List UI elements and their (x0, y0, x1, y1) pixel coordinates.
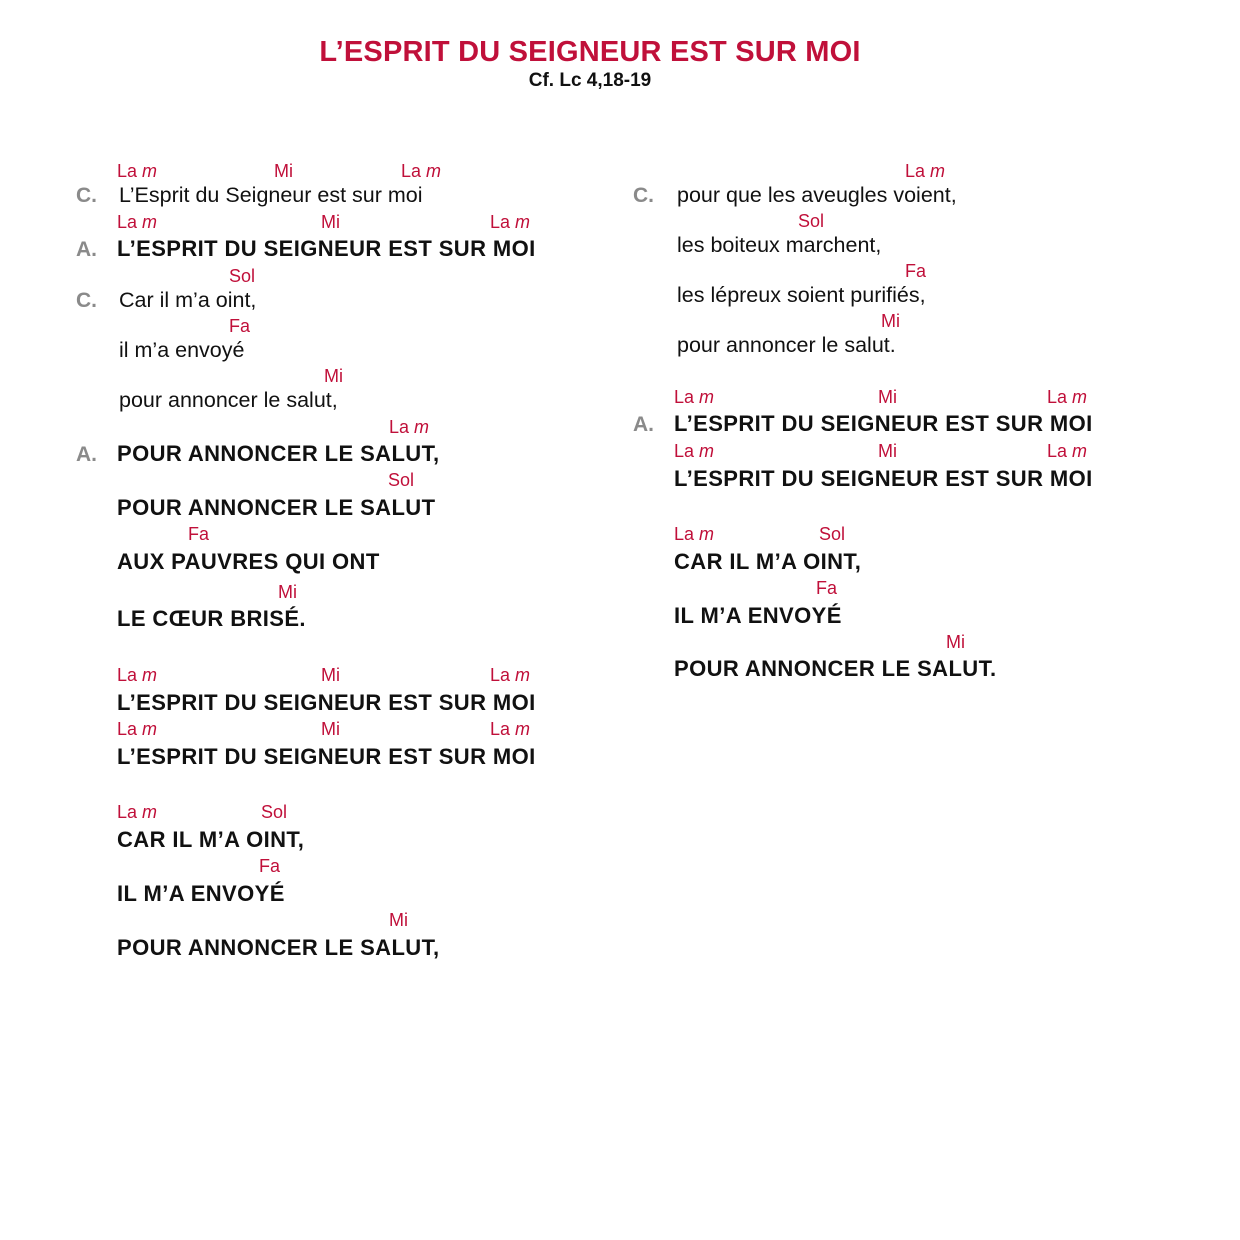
lyric-line: POUR ANNONCER LE SALUT (117, 495, 436, 520)
chord-fa: Fa (229, 316, 251, 336)
chord-la-minor: La m (1047, 387, 1088, 407)
lyric-line: Car il m’a oint, (119, 288, 257, 312)
lyric-line: L’ESPRIT DU SEIGNEUR EST SUR MOI (674, 466, 1093, 491)
lyric-line: L’ESPRIT DU SEIGNEUR EST SUR MOI (674, 411, 1093, 436)
lyric-line: AUX PAUVRES QUI ONT (117, 549, 380, 574)
chord-mi: Mi (321, 665, 340, 685)
chord-fa: Fa (188, 524, 210, 544)
chord-mi: Mi (881, 311, 900, 331)
lyric-line: L’ESPRIT DU SEIGNEUR EST SUR MOI (117, 690, 536, 715)
lyric-line: L’Esprit du Seigneur est sur moi (119, 183, 423, 207)
chord-la-minor: La m (674, 441, 715, 461)
chord-fa: Fa (905, 261, 927, 281)
chord-la-minor: La m (674, 524, 715, 544)
lyric-line: les lépreux soient purifiés, (677, 283, 926, 307)
lyric-line: IL M’A ENVOYÉ (117, 881, 285, 906)
lyric-line: POUR ANNONCER LE SALUT, (117, 441, 440, 466)
lyric-line: les boiteux marchent, (677, 233, 882, 257)
lyric-line: POUR ANNONCER LE SALUT, (117, 935, 440, 960)
chord-la-minor: La m (401, 161, 442, 181)
chord-sol: Sol (819, 524, 846, 544)
chord-sol: Sol (798, 211, 825, 231)
song-title: L’ESPRIT DU SEIGNEUR EST SUR MOI (319, 36, 861, 68)
assembly-label: A. (76, 443, 97, 466)
lyric-line: pour annoncer le salut, (119, 388, 338, 412)
chord-fa: Fa (259, 856, 281, 876)
cantor-label: C. (633, 184, 654, 207)
chord-la-minor: La m (117, 665, 158, 685)
chord-la-minor: La m (117, 802, 158, 822)
chord-mi: Mi (278, 582, 297, 602)
chord-la-minor: La m (490, 665, 531, 685)
chord-sol: Sol (388, 470, 415, 490)
lyric-line: il m’a envoyé (119, 338, 245, 362)
chord-mi: Mi (321, 719, 340, 739)
chord-la-minor: La m (490, 719, 531, 739)
chord-sol: Sol (261, 802, 288, 822)
assembly-label: A. (76, 238, 97, 261)
chord-mi: Mi (274, 161, 293, 181)
chord-la-minor: La m (490, 212, 531, 232)
lyric-line: L’ESPRIT DU SEIGNEUR EST SUR MOI (117, 744, 536, 769)
lyric-line: L’ESPRIT DU SEIGNEUR EST SUR MOI (117, 236, 536, 261)
chord-la-minor: La m (905, 161, 946, 181)
lyric-line: POUR ANNONCER LE SALUT. (674, 656, 997, 681)
chord-sol: Sol (229, 266, 256, 286)
chord-mi: Mi (324, 366, 343, 386)
cantor-label: C. (76, 184, 97, 207)
chord-la-minor: La m (117, 212, 158, 232)
lyric-line: CAR IL M’A OINT, (674, 549, 862, 574)
lyric-line: pour annoncer le salut. (677, 333, 896, 357)
chord-mi: Mi (321, 212, 340, 232)
scripture-reference: Cf. Lc 4,18-19 (528, 70, 652, 91)
chord-la-minor: La m (1047, 441, 1088, 461)
chord-la-minor: La m (674, 387, 715, 407)
lyric-line: LE CŒUR BRISÉ. (117, 606, 306, 631)
lyric-line: pour que les aveugles voient, (677, 183, 957, 207)
lyric-line: CAR IL M’A OINT, (117, 827, 305, 852)
chord-mi: Mi (878, 441, 897, 461)
lyric-line: IL M’A ENVOYÉ (674, 603, 842, 628)
chord-mi: Mi (389, 910, 408, 930)
chord-fa: Fa (816, 578, 838, 598)
chord-mi: Mi (946, 632, 965, 652)
chord-la-minor: La m (389, 417, 430, 437)
assembly-label: A. (633, 413, 654, 436)
chord-mi: Mi (878, 387, 897, 407)
chord-la-minor: La m (117, 719, 158, 739)
chord-la-minor: La m (117, 161, 158, 181)
cantor-label: C. (76, 289, 97, 312)
